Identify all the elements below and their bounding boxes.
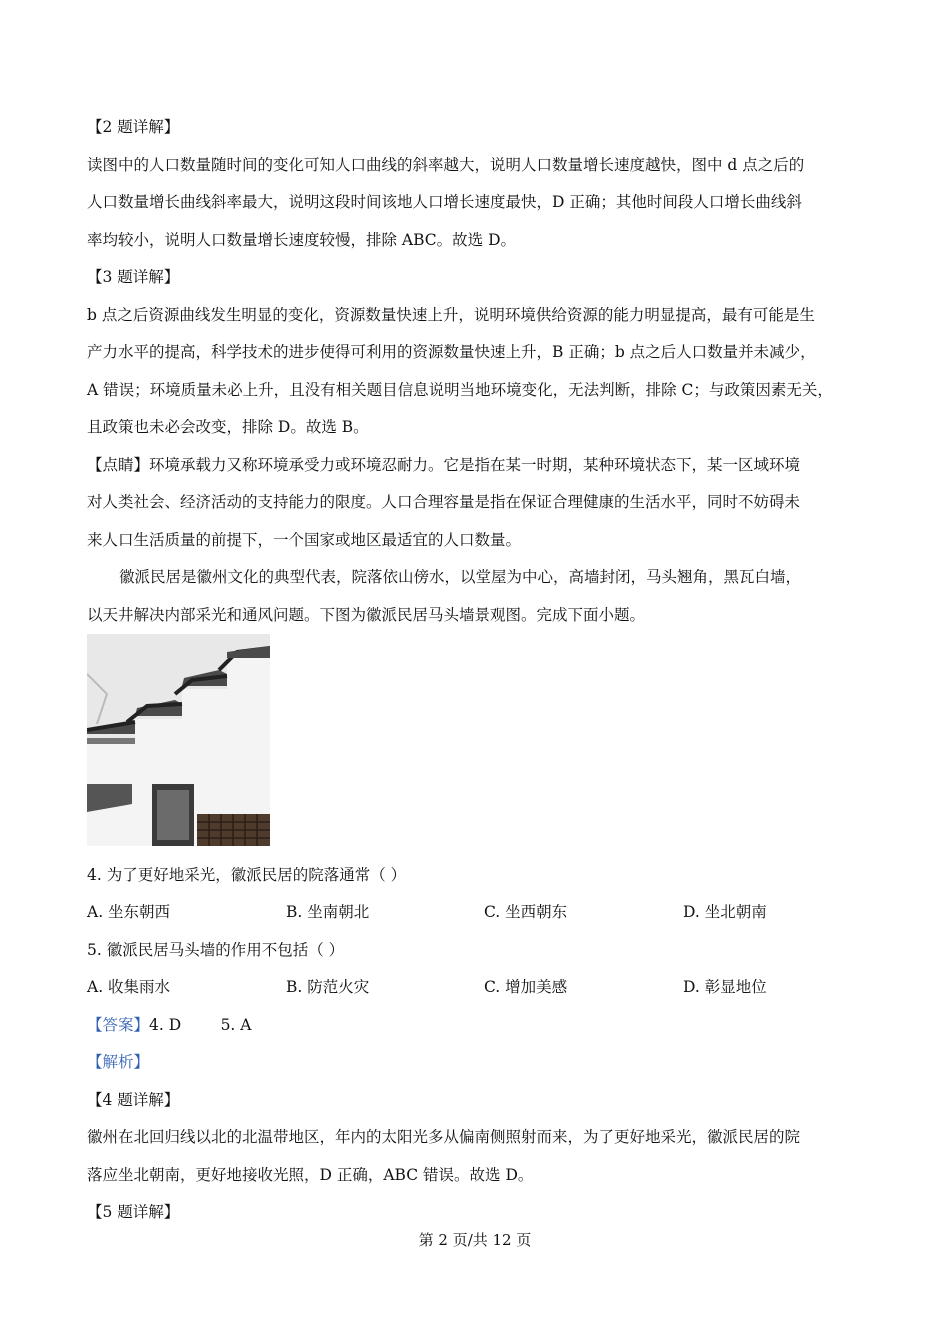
q5-option-a: A. 收集雨水	[87, 978, 171, 996]
q4-detail-heading: 【4 题详解】	[87, 1091, 180, 1109]
q3-heading: 【3 题详解】	[87, 268, 180, 286]
q4-option-d: D. 坐北朝南	[683, 903, 767, 921]
horse-head-wall-photo	[87, 634, 270, 846]
q3-text-line: 产力水平的提高，科学技术的进步使得可利用的资源数量快速上升，B 正确；b 点之后人口数量并未减少，	[87, 343, 816, 361]
answer-line	[87, 1015, 251, 1035]
q3-text-line: b 点之后资源曲线发生明显的变化，资源数量快速上升，说明环境供给资源的能力明显提高，最有可能是生	[87, 306, 815, 324]
tip-text-line: 【点睛】环境承载力又称环境承受力或环境忍耐力。它是指在某一时期，某种环境状态下，某一区域环境	[87, 456, 801, 474]
q3-text-line: 且政策也未必会改变，排除 D。故选 B。	[87, 418, 369, 436]
q4-option-c: C. 坐西朝东	[484, 903, 568, 921]
intro-text-line: 以天井解决内部采光和通风问题。下图为徽派民居马头墙景观图。完成下面小题。	[87, 606, 646, 624]
intro-text-line: 徽派民居是徽州文化的典型代表，院落依山傍水，以堂屋为中心，高墙封闭，马头翘角，黑瓦白墙，	[119, 568, 802, 586]
q4-option-b: B. 坐南朝北	[286, 903, 370, 921]
q2-heading: 【2 题详解】	[87, 118, 180, 136]
question-4: 4. 为了更好地采光，徽派民居的院落通常（ ）	[87, 866, 407, 884]
q5-option-c: C. 增加美感	[484, 978, 568, 996]
q2-text-line: 人口数量增长曲线斜率最大，说明这段时间该地人口增长速度最快，D 正确；其他时间段人口增长曲线斜	[87, 193, 802, 211]
q3-text-line: A 错误；环境质量未必上升，且没有相关题目信息说明当地环境变化，无法判断，排除 C；与政策因素无关，	[87, 381, 833, 399]
page-footer: 第 2 页/共 12 页	[418, 1231, 532, 1249]
analysis-label: 【解析】	[87, 1053, 150, 1071]
q5-detail-heading: 【5 题详解】	[87, 1203, 180, 1221]
q2-text-line: 率均较小，说明人口数量增长速度较慢，排除 ABC。故选 D。	[87, 231, 517, 249]
tip-text-line: 来人口生活质量的前提下，一个国家或地区最适宜的人口数量。	[87, 531, 522, 549]
q5-option-d: D. 彰显地位	[683, 978, 767, 996]
q4-detail-line: 落应坐北朝南，更好地接收光照，D 正确，ABC 错误。故选 D。	[87, 1166, 534, 1184]
q2-text-line: 读图中的人口数量随时间的变化可知人口曲线的斜率越大，说明人口数量增长速度越快，图中 d 点之后的	[87, 156, 805, 174]
question-5: 5. 徽派民居马头墙的作用不包括（ ）	[87, 941, 345, 959]
tip-text-line: 对人类社会、经济活动的支持能力的限度。人口合理容量是指在保证合理健康的生活水平，同时不妨碍未	[87, 493, 801, 511]
q4-option-a: A. 坐东朝西	[87, 903, 171, 921]
answer-label: 【答案】	[87, 1016, 150, 1034]
q5-option-b: B. 防范火灾	[286, 978, 370, 996]
answer-text: 4. D 5. A	[149, 1016, 252, 1034]
q4-detail-line: 徽州在北回归线以北的北温带地区，年内的太阳光多从偏南侧照射而来，为了更好地采光，徽派民居的院	[87, 1128, 801, 1146]
